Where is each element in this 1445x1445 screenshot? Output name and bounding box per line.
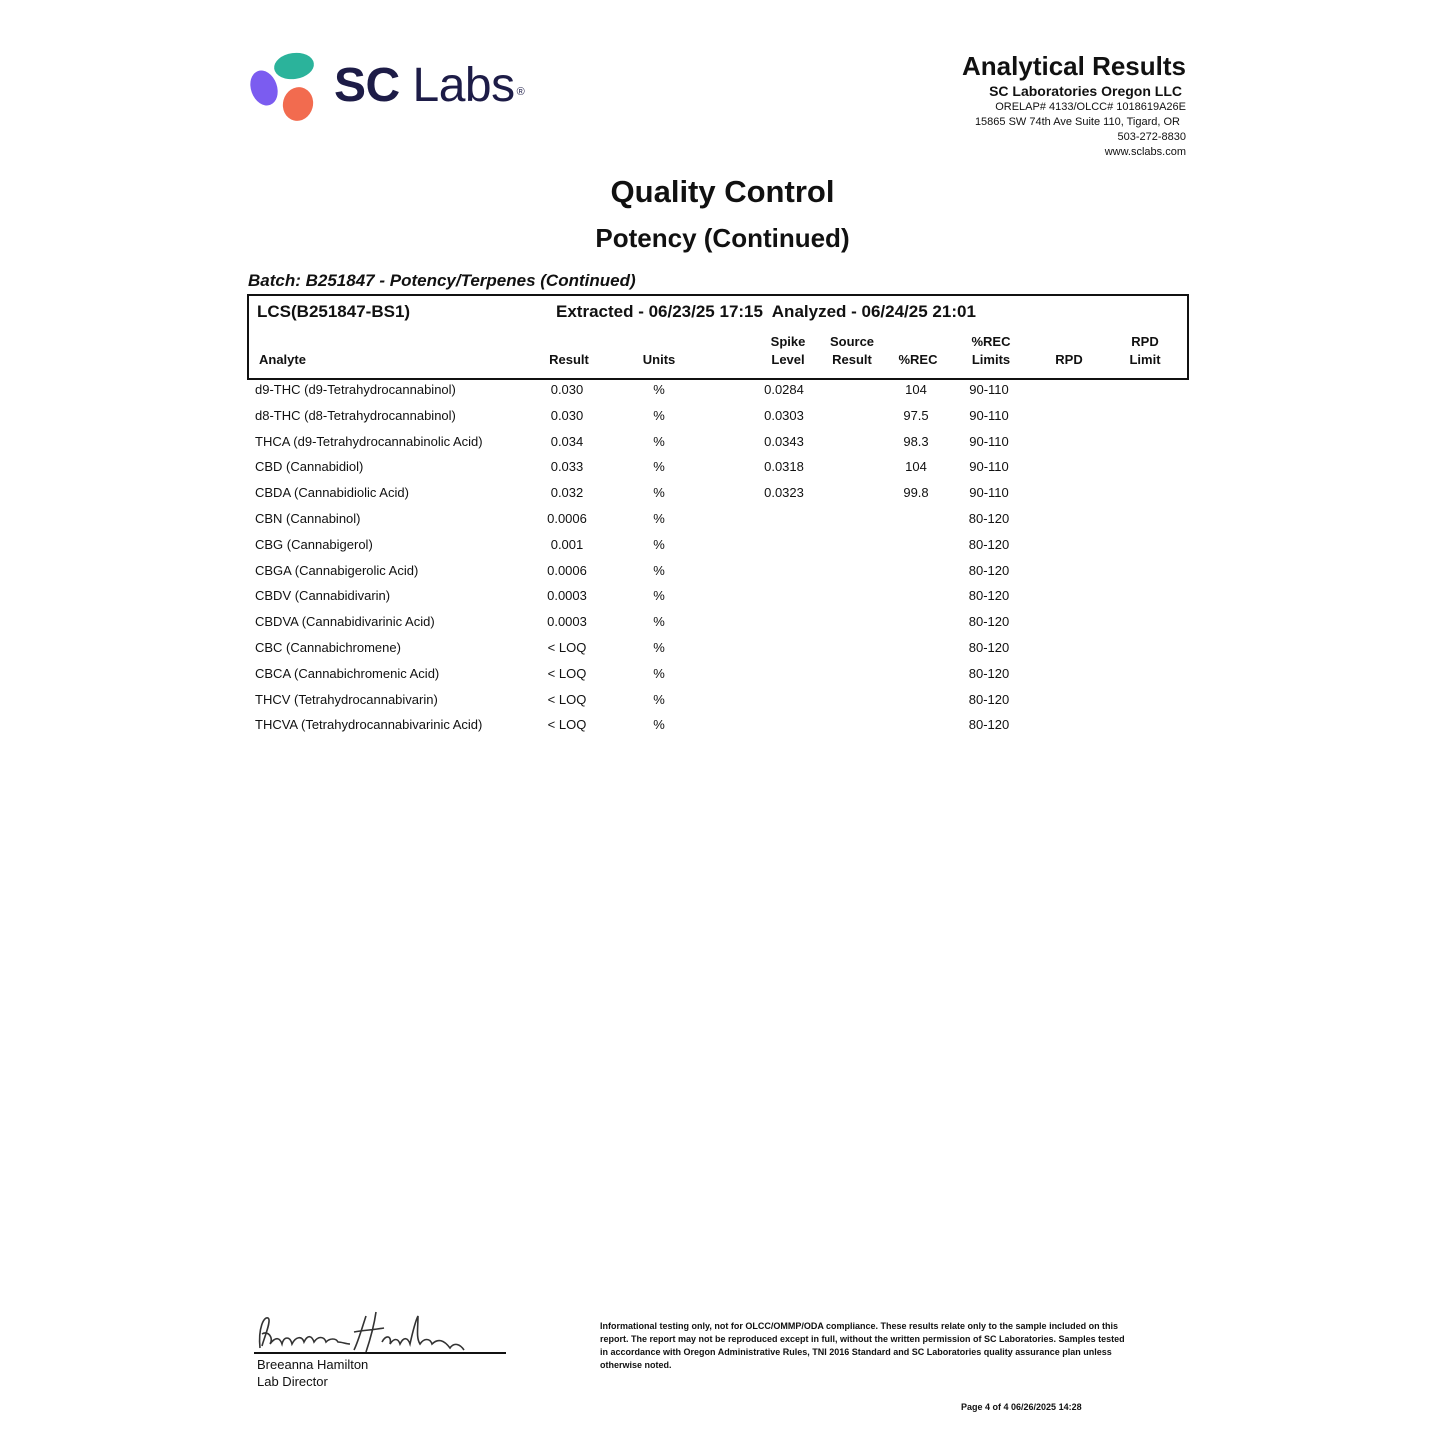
cell-units: %: [653, 536, 665, 552]
cell-units: %: [653, 588, 665, 604]
cell-units: %: [653, 562, 665, 578]
header-analyte: Analyte: [259, 352, 306, 367]
cell-result: 0.033: [550, 459, 584, 475]
cell-rec: 98.3: [903, 433, 929, 449]
header-rpd: RPD: [1055, 352, 1083, 367]
cell-analyte: CBDVA (Cannabidivarinic Acid): [255, 614, 435, 630]
cell-result: 0.032: [550, 485, 584, 501]
brand-sc: SC: [334, 59, 400, 112]
cell-units: %: [653, 433, 665, 449]
cell-analyte: CBG (Cannabigerol): [255, 536, 373, 552]
lcs-sample-id: LCS(B251847-BS1): [257, 302, 411, 321]
page-info: Page 4 of 4 06/26/2025 14:28: [961, 1402, 1082, 1412]
lab-name: SC Laboratories Oregon LLC: [989, 83, 1182, 99]
cell-units: %: [653, 717, 665, 733]
cell-analyte: CBDV (Cannabidivarin): [255, 588, 391, 604]
lab-website: www.sclabs.com: [1104, 146, 1186, 158]
table-row: [247, 403, 1187, 429]
analytical-results-title: Analytical Results: [962, 51, 1186, 81]
lab-info-block: [962, 50, 1186, 160]
cell-units: %: [653, 407, 665, 423]
table-row: [247, 609, 1187, 635]
header-source-line1: Source: [829, 334, 875, 349]
qc-results-table: [247, 377, 1187, 738]
cell-rec-limits: 80-120: [968, 639, 1010, 655]
table-row: [247, 558, 1187, 584]
cell-rec: 97.5: [903, 407, 929, 423]
cell-units: %: [653, 459, 665, 475]
cell-units: %: [653, 665, 665, 681]
table-row: [247, 687, 1187, 713]
cell-result: 0.0003: [547, 588, 587, 604]
cell-result: 0.034: [550, 433, 584, 449]
signer-name: Breeanna Hamilton: [257, 1357, 369, 1372]
cell-analyte: CBN (Cannabinol): [255, 510, 361, 526]
cell-rec-limits: 80-120: [968, 510, 1010, 526]
header-limits-line1: %REC: [971, 334, 1011, 349]
lab-address: 15865 SW 74th Ave Suite 110, Tigard, OR: [974, 116, 1180, 128]
cell-analyte: CBD (Cannabidiol): [255, 459, 364, 475]
logo-dots-icon: [248, 48, 320, 124]
cell-rec-limits: 80-120: [968, 691, 1010, 707]
cell-analyte: THCVA (Tetrahydrocannabivarinic Acid): [255, 717, 483, 733]
header-rpd-limit: [1115, 333, 1175, 369]
cell-result: 0.030: [550, 407, 584, 423]
header-source-result: [819, 333, 885, 369]
cell-rec-limits: 80-120: [968, 588, 1010, 604]
header-spike-line1: Spike: [770, 334, 806, 349]
cell-analyte: CBCA (Cannabichromenic Acid): [255, 665, 440, 681]
table-row: [247, 480, 1187, 506]
cell-units: %: [653, 691, 665, 707]
cell-rec: 104: [905, 382, 927, 397]
cell-result: < LOQ: [547, 639, 587, 655]
sc-labs-logo: [248, 48, 558, 128]
cell-rec-limits: 80-120: [968, 614, 1010, 630]
table-row: [247, 583, 1187, 609]
cell-analyte: CBC (Cannabichromene): [255, 639, 401, 655]
page-title: Quality Control: [610, 174, 835, 209]
table-row: [247, 429, 1187, 455]
cell-spike-level: 0.0303: [764, 407, 804, 423]
cell-analyte: THCA (d9-Tetrahydrocannabinolic Acid): [255, 433, 483, 449]
table-row: [247, 712, 1187, 738]
cell-units: %: [653, 510, 665, 526]
cell-result: 0.030: [550, 382, 584, 397]
table-row: [247, 532, 1187, 558]
cell-result: < LOQ: [547, 665, 587, 681]
cell-result: 0.0006: [547, 562, 587, 578]
disclaimer-text: Informational testing only, not for OLCC/OMMP/ODA compliance. These results relate only to the sample included on this report. The report may not be reproduced except in full, without the written permission of SC Laboratories. Samples tested in accordance with Oregon Administrative Rules, TNI 2016 Standard and SC Laboratories quality assurance plan unless otherwise noted.: [600, 1321, 1125, 1370]
header-result: Result: [549, 352, 589, 367]
cell-rec-limits: 80-120: [968, 665, 1010, 681]
signature-line: [254, 1352, 506, 1354]
cell-analyte: d8-THC (d8-Tetrahydrocannabinol): [255, 407, 456, 423]
cell-result: 0.0003: [547, 614, 587, 630]
cell-result: < LOQ: [547, 691, 587, 707]
cell-rec: 104: [905, 459, 927, 475]
cell-units: %: [653, 485, 665, 501]
signer-block: [257, 1356, 368, 1390]
table-row: [247, 635, 1187, 661]
cell-result: < LOQ: [547, 717, 587, 733]
cell-result: 0.001: [550, 536, 584, 552]
cell-rec: 99.8: [903, 485, 929, 501]
cell-spike-level: 0.0284: [764, 382, 804, 397]
cell-spike-level: 0.0323: [764, 485, 804, 501]
signer-title: Lab Director: [257, 1374, 328, 1389]
cell-analyte: THCV (Tetrahydrocannabivarin): [255, 691, 438, 707]
cell-units: %: [653, 639, 665, 655]
header-rpd-limit-line2: Limit: [1129, 352, 1161, 367]
cell-analyte: d9-THC (d9-Tetrahydrocannabinol): [255, 382, 456, 397]
header-rec: %REC: [898, 352, 938, 367]
qc-header-box: [247, 294, 1189, 380]
header-rec-limits: [959, 333, 1023, 369]
header-spike-level: [755, 333, 821, 369]
header-spike-line2: Level: [771, 352, 805, 367]
header-source-line2: Result: [832, 352, 872, 367]
cell-analyte: CBGA (Cannabigerolic Acid): [255, 562, 419, 578]
brand-labs: Labs: [412, 59, 515, 112]
page-subtitle: Potency (Continued): [595, 223, 850, 253]
header-limits-line2: Limits: [971, 352, 1011, 367]
table-row: [247, 506, 1187, 532]
table-row: [247, 661, 1187, 687]
cell-rec-limits: 90-110: [969, 407, 1009, 423]
header-units: Units: [642, 352, 676, 367]
cell-spike-level: 0.0343: [764, 433, 804, 449]
table-row: [247, 454, 1187, 480]
lab-phone: 503-272-8830: [1117, 131, 1186, 143]
header-rpd-limit-line1: RPD: [1131, 334, 1159, 349]
table-row: [247, 377, 1187, 403]
extraction-analysis-dates: Extracted - 06/23/25 17:15 Analyzed - 06/24/25 21:01: [556, 302, 976, 321]
brand-registered-mark: ®: [516, 86, 525, 98]
cell-units: %: [653, 614, 665, 630]
cell-rec-limits: 90-110: [969, 433, 1009, 449]
cell-rec-limits: 90-110: [969, 382, 1009, 397]
cell-rec-limits: 80-120: [968, 562, 1010, 578]
cell-rec-limits: 90-110: [969, 459, 1009, 475]
batch-label: Batch: B251847 - Potency/Terpenes (Continued): [248, 271, 636, 290]
cell-result: 0.0006: [547, 510, 587, 526]
cell-rec-limits: 90-110: [969, 485, 1009, 501]
cell-rec-limits: 80-120: [968, 717, 1010, 733]
cell-rec-limits: 80-120: [968, 536, 1010, 552]
brand-wordmark: [334, 58, 524, 114]
cell-spike-level: 0.0318: [764, 459, 804, 475]
cell-analyte: CBDA (Cannabidiolic Acid): [255, 485, 409, 501]
cell-units: %: [653, 382, 665, 397]
lab-license: ORELAP# 4133/OLCC# 1018619A26E: [995, 101, 1186, 113]
signature-image: [254, 1308, 506, 1354]
